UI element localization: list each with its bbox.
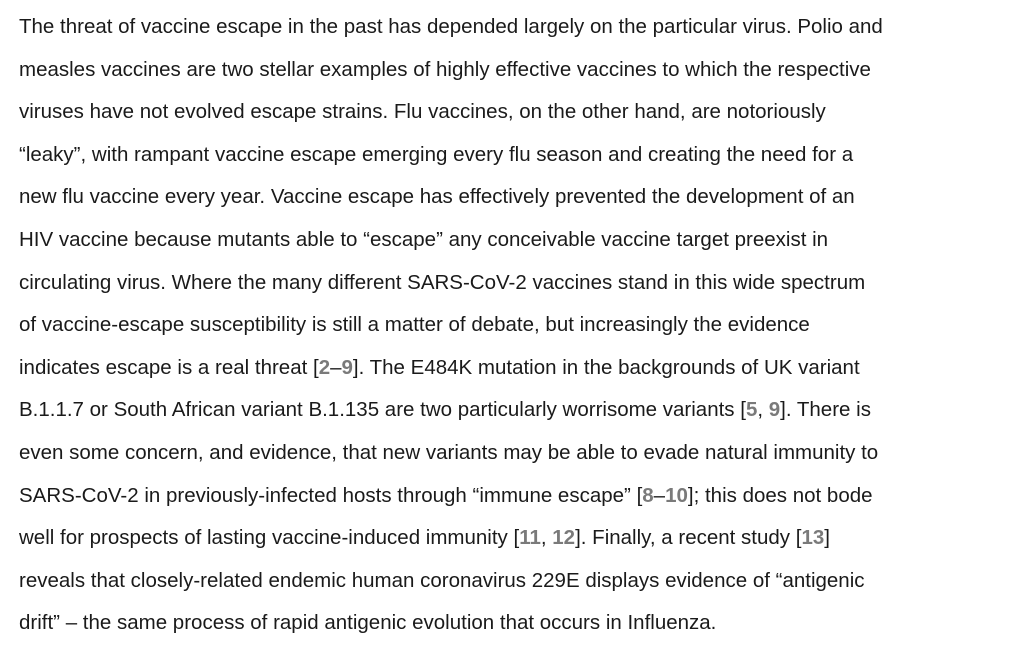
text-segment: The threat of vaccine escape in the past has depended largely on the particular virus. Polio and [19,15,883,38]
citation-link[interactable]: 2 [318,355,331,379]
text-segment: indicates escape is a real threat [ [19,355,319,379]
citation-link[interactable]: 8 [642,483,654,507]
text-segment: drift” – the same process of rapid antigenic evolution that occurs in Influenza. [19,611,717,635]
text-segment: well for prospects of lasting vaccine-induced immunity [ [19,526,520,550]
text-line [19,49,1010,92]
text-line [19,602,1010,645]
text-segment: SARS-CoV-2 in previously-infected hosts through “immune escape” [ [19,483,643,507]
citation-link[interactable]: 9 [341,355,353,379]
text-line [19,219,1010,262]
text-line [19,389,1010,432]
citation-link[interactable]: 10 [665,483,688,507]
text-line [19,347,1010,390]
text-line [19,517,1010,560]
text-segment: new flu vaccine every year. Vaccine escape has effectively prevented the development of an [19,185,855,209]
text-segment: reveals that closely-related endemic human coronavirus 229E displays evidence of “antigenic [19,568,865,592]
text-segment: HIV vaccine because mutants able to “escape” any conceivable vaccine target preexist in [19,227,829,251]
text-line [19,134,1010,177]
text-line [19,176,1010,219]
body-paragraph [19,6,1010,645]
text-segment: – [653,483,666,507]
citation-link[interactable]: 13 [801,526,825,550]
text-line [19,560,1010,603]
text-line [19,6,1010,49]
citation-link[interactable]: 5 [745,398,758,422]
text-segment: measles vaccines are two stellar examples of highly effective vaccines to which the respective [19,57,871,81]
text-segment: B.1.1.7 or South African variant B.1.135 are two particularly worrisome variants [ [19,398,746,422]
text-segment: ]. Finally, a recent study [ [575,526,802,550]
text-segment: ]. There is [780,398,871,422]
text-segment: circulating virus. Where the many different SARS-CoV-2 vaccines stand in this wide spectrum [19,270,866,294]
citation-link[interactable]: 9 [768,398,781,422]
text-segment: even some concern, and evidence, that new variants may be able to evade natural immunity to [19,440,879,464]
text-segment: viruses have not evolved escape strains. Flu vaccines, on the other hand, are notoriously [19,100,826,124]
text-segment: ] [824,526,830,550]
text-segment: , [540,526,553,550]
text-segment: “leaky”, with rampant vaccine escape emerging every flu season and creating the need for a [19,142,854,166]
text-segment: of vaccine-escape susceptibility is still a matter of debate, but increasingly the evidence [19,313,810,337]
text-segment: , [757,398,769,422]
text-segment: – [330,355,342,379]
text-segment: ]; this does not bode [687,483,873,507]
citation-link[interactable]: 12 [552,526,576,550]
text-line [19,262,1010,305]
text-line [19,475,1010,518]
text-line [19,304,1010,347]
text-line [19,432,1010,475]
text-line [19,91,1010,134]
citation-link[interactable]: 11 [519,526,541,550]
text-segment: ]. The E484K mutation in the backgrounds of UK variant [352,355,860,379]
